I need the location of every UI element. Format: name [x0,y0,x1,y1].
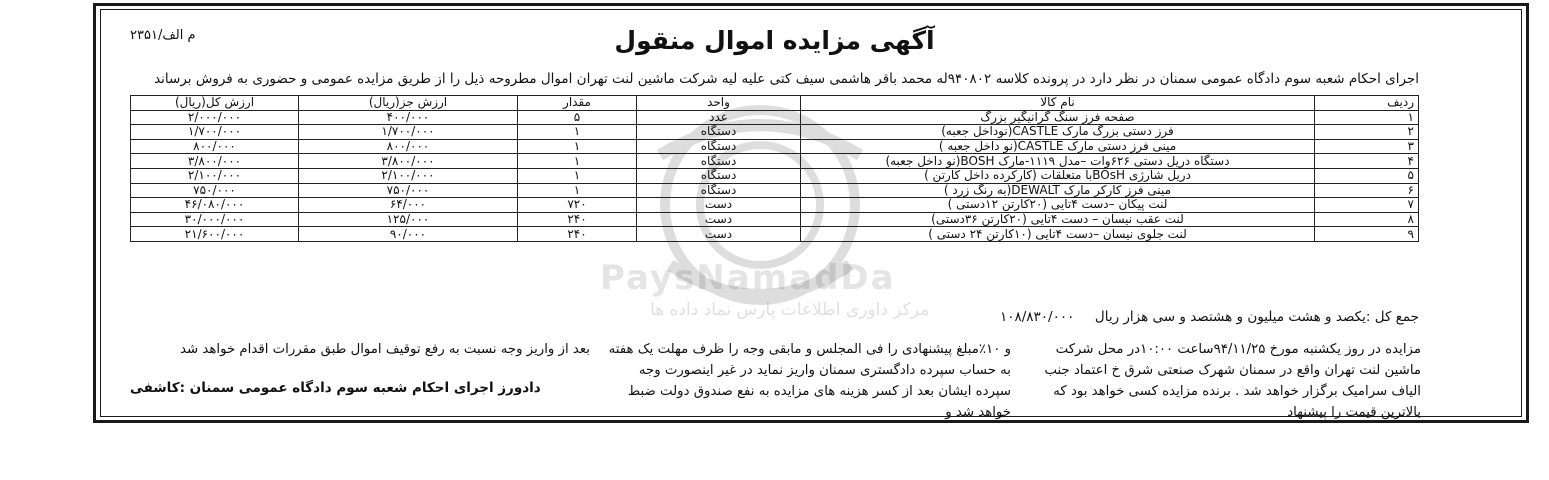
table-row [131,154,1419,169]
table-row [131,198,1419,213]
cell-item-name: لنت جلوی نیسان –دست ۴تایی (۱۰کارتن ۲۴ دستی ) [801,227,1315,242]
cell-item-name: دستگاه دریل دستی ۶۲۶وات –مدل ۱۱۱۹-مارک BOSH(نو داخل جعبه) [801,154,1315,169]
cell-unit-price: ۹۰/۰۰۰ [299,227,518,242]
cell-unit-price: ۷۵۰/۰۰۰ [299,183,518,198]
terms-column-middle: و ۱۰٪مبلغ پیشنهادی را فی المجلس و مابقی وجه را ظرف مهلت یک هفته به حساب سپرده دادگستری سمنان واریز نماید در غیر اینصورت وجه سپرده ایشان بعد از کسر هزینه های مزایده به نفع صندوق دولت ضبط خواهد شد و [608,342,1011,420]
cell-unit: دستگاه [637,183,801,198]
table-row [131,139,1419,154]
cell-unit-price: ۴۰۰/۰۰۰ [299,110,518,125]
table-header-row [131,96,1419,111]
header-row-number: ردیف [1315,96,1419,111]
cell-row-number: ۸ [1315,212,1419,227]
cell-row-number: ۹ [1315,227,1419,242]
cell-total-price: ۳۰/۰۰۰/۰۰۰ [131,212,299,227]
cell-unit: دستگاه [637,125,801,140]
notice-title: آگهی مزایده اموال منقول [614,26,935,55]
cell-item-name: مینی فرز دستی مارک CASTLE(نو داخل جعبه ) [801,139,1315,154]
table-row [131,212,1419,227]
cell-quantity: ۱ [518,168,637,183]
cell-quantity: ۷۲۰ [518,198,637,213]
cell-unit-price: ۸۰۰/۰۰۰ [299,139,518,154]
cell-row-number: ۵ [1315,168,1419,183]
cell-row-number: ۱ [1315,110,1419,125]
table-row [131,183,1419,198]
cell-unit-price: ۳/۸۰۰/۰۰۰ [299,154,518,169]
cell-unit-price: ۱/۷۰۰/۰۰۰ [299,125,518,140]
cell-total-price: ۱/۷۰۰/۰۰۰ [131,125,299,140]
cell-item-name: لنت عقب نیسان – دست ۴تایی (۲۰کارتن ۳۶دستی) [801,212,1315,227]
total-sum-label: جمع کل :یکصد و هشت میلیون و هشتصد و سی هزار ریال [1094,309,1419,325]
cell-item-name: صفحه فرز سنگ گرانیگیر بزرگ [801,110,1315,125]
signature-line: دادورز اجرای احکام شعبه سوم دادگاه عمومی سمنان :کاشفی [130,380,541,396]
cell-quantity: ۵ [518,110,637,125]
cell-total-price: ۴۶/۰۸۰/۰۰۰ [131,198,299,213]
cell-total-price: ۲/۰۰۰/۰۰۰ [131,110,299,125]
header-unit: واحد [637,96,801,111]
cell-unit: دست [637,212,801,227]
cell-item-name: فرز دستی بزرگ مارک CASTLE(نوداخل جعبه) [801,125,1315,140]
cell-total-price: ۲۱/۶۰۰/۰۰۰ [131,227,299,242]
cell-row-number: ۲ [1315,125,1419,140]
cell-row-number: ۶ [1315,183,1419,198]
cell-item-name: مینی فرز کارکر مارک DEWALT(به رنگ زرد ) [801,183,1315,198]
terms-column-left: بعد از واریز وجه نسبت به رفع توقیف اموال طبق مقررات اقدام خواهد شد [180,342,590,357]
cell-unit: دست [637,227,801,242]
watermark-text: PaysNamadDa [600,258,896,298]
cell-total-price: ۸۰۰/۰۰۰ [131,139,299,154]
cell-row-number: ۷ [1315,198,1419,213]
cell-item-name: لنت پیکان –دست ۴تایی (۲۰کارتن ۱۲دستی ) [801,198,1315,213]
cell-unit-price: ۲/۱۰۰/۰۰۰ [299,168,518,183]
terms-column-right: مزایده در روز یکشنبه مورخ ۹۴/۱۱/۲۵ساعت ۱۰:۰۰در محل شرکت ماشین لنت تهران واقع در سمنان شهرک صنعتی شرق خ اعتماد جنب الیاف سرامیک برگزار خواهد شد . برنده مزایده کسی خواهد بود که بالاترین قیمت را پیشنهاد [1044,342,1421,420]
notice-intro: اجرای احکام شعبه سوم دادگاه عمومی سمنان در نظر دارد در پرونده کلاسه ۹۴۰۸۰۲له محمد باقر هاشمی سیف کتی علیه لیه شرکت ماشین لنت تهران اموال مطروحه ذیل را از طریق مزایده عمومی و حضوری به فروش برساند [154,71,1419,87]
cell-item-name: دریل شارژی BOsHبا متعلقات (کارکرده داخل کارتن ) [801,168,1315,183]
notice-code: م الف/۲۳۵۱ [130,28,196,43]
cell-quantity: ۲۴۰ [518,212,637,227]
cell-unit: دستگاه [637,139,801,154]
total-sum-value: ۱۰۸/۸۳۰/۰۰۰ [1000,309,1075,325]
cell-quantity: ۱ [518,183,637,198]
table-row [131,227,1419,242]
cell-total-price: ۳/۸۰۰/۰۰۰ [131,154,299,169]
cell-unit: دستگاه [637,154,801,169]
watermark-subtext: مرکز داوری اطلاعات پارس نماد داده ها [650,300,930,320]
table-row [131,110,1419,125]
items-table [130,95,1419,242]
header-item-name: نام کالا [801,96,1315,111]
header-total-price: ارزش کل(ریال) [131,96,299,111]
cell-quantity: ۱ [518,154,637,169]
cell-quantity: ۱ [518,139,637,154]
cell-row-number: ۳ [1315,139,1419,154]
table-row [131,125,1419,140]
cell-quantity: ۲۴۰ [518,227,637,242]
cell-unit-price: ۱۲۵/۰۰۰ [299,212,518,227]
header-unit-price: ارزش جز(ریال) [299,96,518,111]
cell-unit: دست [637,198,801,213]
table-row [131,168,1419,183]
cell-quantity: ۱ [518,125,637,140]
header-quantity: مقدار [518,96,637,111]
cell-total-price: ۲/۱۰۰/۰۰۰ [131,168,299,183]
cell-unit: دستگاه [637,168,801,183]
cell-unit-price: ۶۴/۰۰۰ [299,198,518,213]
cell-unit: عدد [637,110,801,125]
cell-row-number: ۴ [1315,154,1419,169]
cell-total-price: ۷۵۰/۰۰۰ [131,183,299,198]
